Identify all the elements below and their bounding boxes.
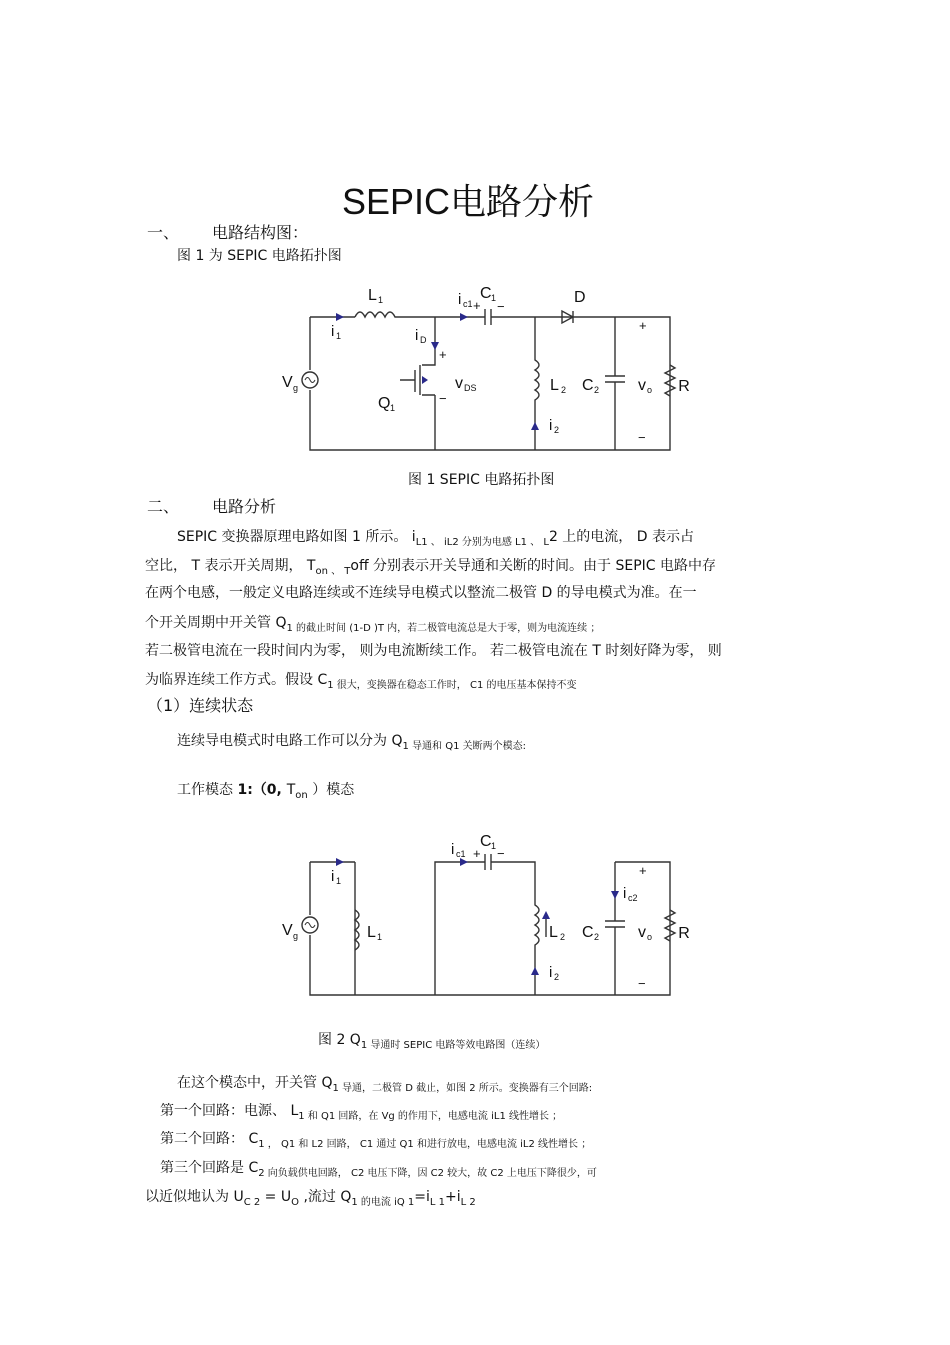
para1-line-6: 为临界连续工作方式。假设 $C_{1 很大,变换器在稳态工作时, C1 的电压基本保持不变}$: [145, 672, 577, 691]
fig2-label-l1: L: [367, 924, 376, 941]
fig1-label-ic1-sub: c1: [463, 299, 473, 309]
para2-line-4: 第三个回路是 $C_{2 向负载供电回路, C2 电压下降,因 C2 较大,故 C2 上电压下降很少,可}$: [160, 1160, 597, 1179]
fig2-label-r: R: [678, 925, 690, 942]
fig1-label-l1-sub: 1: [378, 295, 384, 305]
fig1-label-c1-plus: +: [473, 298, 481, 313]
fig1-label-i1-sub: 1: [336, 331, 342, 341]
fig2-label-ic1: i: [451, 841, 455, 858]
fig2-label-c2-sub: 2: [594, 932, 600, 942]
fig2-label-i1: i: [331, 868, 335, 885]
fig1-source-tilde: [305, 378, 315, 383]
fig2-wire-left-loop: [310, 862, 615, 995]
section-1-number: 一、: [147, 223, 180, 242]
fig2-label-ic2: i: [623, 885, 627, 902]
fig2-label-c1-sub: 1: [491, 841, 497, 851]
fig2-label-ic2-sub: c2: [628, 893, 638, 903]
fig2-label-c1-plus: +: [473, 846, 481, 861]
para2-line-5: 以近似地认为 $U_{C 2} = U_O$ ,流过 $Q_{1 的电流 iQ 1}=i_{L 1}+i_{L 2}$: [145, 1189, 476, 1208]
fig1-label-r: R: [678, 378, 690, 395]
fig2-label-vg: V: [282, 922, 293, 939]
fig1-label-vo-plus: +: [639, 318, 647, 333]
figure-2-caption: 图 2 $Q_{1 导通时 SEPIC 电路等效电路图(连续)}$: [318, 1032, 546, 1051]
fig2-arrow-i2: [531, 967, 539, 975]
fig1-label-vg-sub: g: [293, 383, 299, 393]
para1-line-2: 空比， T 表示开关周期， $T_{on 、 T}off$ 分别表示开关导通和关断的时间。由于 SEPIC 电路中存: [145, 558, 717, 577]
fig1-label-c1-sub: 1: [491, 293, 497, 303]
fig1-label-q1: Q: [378, 395, 391, 412]
fig1-label-d: D: [574, 289, 586, 306]
fig1-label-q1-sub: 1: [390, 403, 396, 413]
fig2-label-c1-minus: −: [497, 846, 505, 861]
fig1-label-c1-minus: −: [497, 299, 505, 314]
fig1-label-c2-sub: 2: [594, 385, 600, 395]
fig2-label-vo-minus: −: [638, 976, 646, 991]
para1-line-5: 若二极管电流在一段时间内为零， 则为电流断续工作。 若二极管电流在 T 时刻好降为零， 则: [145, 643, 722, 659]
fig2-label-c2: C: [582, 924, 594, 941]
fig2-arrow-ic2: [611, 891, 619, 899]
fig1-capacitor-c2: [605, 317, 625, 450]
figure-1-circuit: [270, 280, 690, 460]
fig1-arrow-id: [431, 342, 439, 350]
section-1-title: 电路结构图：: [212, 223, 309, 242]
fig2-label-vo-plus: +: [639, 863, 647, 878]
subsection-continuous: （1）连续状态: [147, 696, 254, 715]
para2-line-2: 第一个回路：电源、 $L_{1 和 Q1 回路,在 Vg 的作用下,电感电流 iL1 线性增长 ;}$: [160, 1103, 563, 1122]
section-2-title: 电路分析: [212, 497, 277, 516]
fig2-label-i1-sub: 1: [336, 876, 342, 886]
fig2-arrow-l2: [542, 911, 550, 919]
fig1-label-ic1: i: [458, 291, 462, 308]
fig1-label-l1: L: [368, 287, 377, 304]
fig1-label-vo: v: [638, 377, 646, 394]
fig1-label-i2-sub: 2: [554, 425, 560, 435]
fig1-label-vds: v: [455, 375, 463, 392]
fig1-label-i2: i: [549, 417, 553, 434]
figure-1-caption: 图 1 SEPIC 电路拓扑图: [408, 472, 555, 488]
fig1-label-i1: i: [331, 323, 335, 340]
fig2-label-vg-sub: g: [293, 931, 299, 941]
fig1-label-vds-plus: +: [439, 347, 447, 362]
para1-line-3: 在两个电感，一般定义电路连续或不连续导电模式以整流二极管 D 的导电模式为准。在一: [145, 585, 697, 601]
fig2-label-l2-sub: 2: [560, 932, 566, 942]
fig2-label-c1: C: [480, 833, 492, 850]
fig2-arrow-ic1: [460, 858, 468, 866]
fig2-label-l2: L: [549, 924, 558, 941]
fig2-label-i2-sub: 2: [554, 972, 560, 982]
para2-line-1: 在这个模态中，开关管 $Q_{1 导通,二极管 D 截止,如图 2 所示。变换器有三个回路:}$: [177, 1075, 593, 1094]
fig1-label-vds-minus: −: [439, 391, 447, 406]
figure-1-intro: 图 1 为 SEPIC 电路拓扑图: [177, 248, 342, 264]
fig2-label-vo-sub: o: [647, 932, 653, 942]
fig1-arrow-i2: [531, 422, 539, 430]
fig1-wire-outer: [310, 317, 670, 450]
fig2-middle-loop: [435, 854, 539, 995]
page-title: SEPIC电路分析: [342, 181, 595, 222]
fig1-inductor-l2: [535, 317, 539, 450]
fig1-label-vo-minus: −: [638, 430, 646, 445]
fig1-switch-arrow: [422, 376, 428, 384]
fig2-source-tilde: [305, 923, 315, 928]
mode-1-heading: 工作模态 1:（0, $T_{on}$ ）模态: [177, 782, 355, 801]
fig1-label-vds-sub: DS: [464, 383, 477, 393]
fig1-label-vg: V: [282, 374, 293, 391]
para1-line-4: 个开关周期中开关管 $Q_{1 的截止时间 (1-D )T 内,若二极管电流总是大于零,则为电流连续 ;}$: [145, 615, 601, 634]
fig1-arrow-ic1: [460, 313, 468, 321]
fig2-arrow-i1: [336, 858, 344, 866]
fig1-label-l2-sub: 2: [561, 385, 567, 395]
section-2-number: 二、: [147, 497, 180, 516]
fig1-label-vo-sub: o: [647, 385, 653, 395]
fig2-label-i2: i: [549, 964, 553, 981]
fig1-label-c1: C: [480, 285, 492, 302]
para2-line-3: 第二个回路： $C_{1 , Q1 和 L2 回路, C1 通过 Q1 和进行放电,电感电流 iL2 线性增长 ;}$: [160, 1131, 592, 1150]
fig1-label-l2: L: [550, 377, 559, 394]
fig2-label-ic1-sub: c1: [456, 849, 466, 859]
fig1-arrow-i1: [336, 313, 344, 321]
fig1-label-id: i: [415, 327, 419, 344]
figure-2-circuit: [270, 825, 690, 1005]
fig1-label-id-sub: D: [420, 335, 427, 345]
para1-line-1: SEPIC 变换器原理电路如图 1 所示。 $i_{L1 、 iL2 分别为电感 L1 、 L}2$ 上的电流， D 表示占: [177, 529, 694, 548]
fig2-label-l1-sub: 1: [377, 932, 383, 942]
continuous-mode-line: 连续导电模式时电路工作可以分为 $Q_{1 导通和 Q1 关断两个模态:}$: [177, 733, 526, 752]
fig2-label-vo: v: [638, 924, 646, 941]
fig1-label-c2: C: [582, 377, 594, 394]
